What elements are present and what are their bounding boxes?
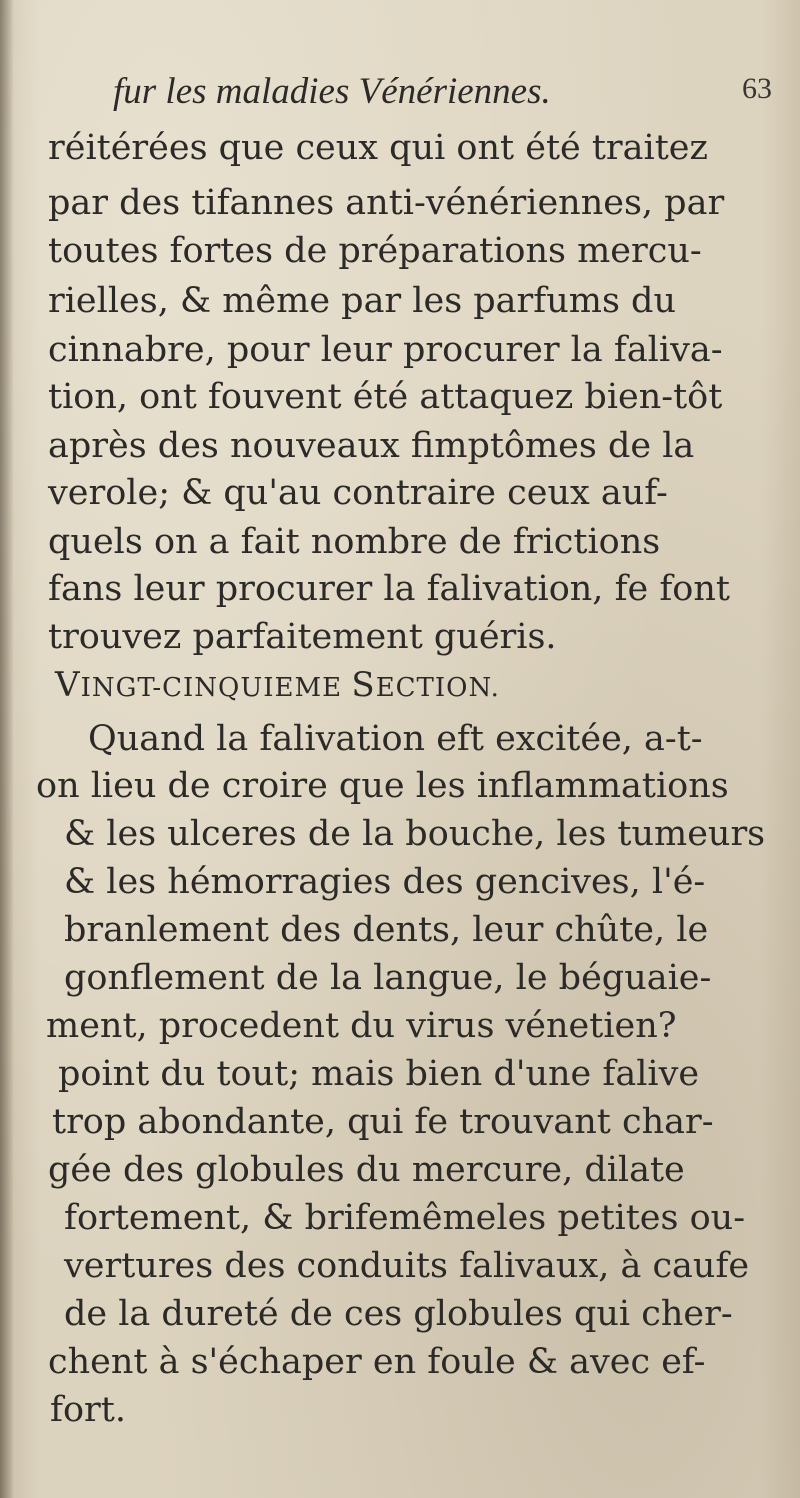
text-line: tion, ont fouvent été attaquez bien-tôt	[48, 377, 723, 417]
text-line: quels on a fait nombre de frictions	[48, 522, 661, 562]
text-line: trouvez parfaitement guéris.	[48, 617, 557, 657]
section-heading-initial: S	[351, 665, 376, 705]
text-line: de la dureté de ces globules qui cher-	[64, 1294, 733, 1334]
section-heading-rest: INGT-CINQUIEME	[80, 673, 352, 703]
text-line: fans leur procurer la falivation, fe font	[48, 569, 730, 609]
page-number: 63	[742, 72, 772, 105]
text-line: point du tout; mais bien d'une falive	[58, 1054, 700, 1094]
text-line: réitérées que ceux qui ont été traitez	[48, 128, 708, 168]
text-line: branlement des dents, leur chûte, le	[64, 910, 709, 950]
text-line: on lieu de croire que les inflammations	[36, 766, 729, 806]
section-heading	[55, 665, 500, 705]
text-line: & les hémorragies des gencives, l'é-	[64, 862, 706, 902]
text-line: verole; & qu'au contraire ceux auf-	[48, 473, 668, 513]
text-line: chent à s'échaper en foule & avec ef-	[48, 1342, 706, 1382]
text-line: gonflement de la langue, le béguaie-	[64, 958, 712, 998]
text-line: toutes fortes de préparations mercu-	[48, 231, 702, 271]
section-heading-rest: ECTION.	[375, 673, 500, 703]
section-heading-initial: V	[55, 665, 81, 705]
text-line: par des tifannes anti-vénériennes, par	[48, 183, 725, 223]
text-line: fort.	[50, 1390, 126, 1430]
text-line: Quand la falivation eft excitée, a-t-	[88, 719, 703, 759]
text-line: vertures des conduits falivaux, à caufe	[64, 1246, 750, 1286]
text-line: & les ulceres de la bouche, les tumeurs	[64, 814, 766, 854]
text-line: gée des globules du mercure, dilate	[48, 1150, 685, 1190]
page-gutter-shadow	[0, 0, 14, 1498]
text-line: rielles, & même par les parfums du	[48, 281, 677, 321]
text-line: cinnabre, pour leur procurer la faliva-	[48, 330, 723, 370]
text-line: fortement, & brifemêmeles petites ou-	[64, 1198, 746, 1238]
running-head: fur les maladies Vénériennes.	[113, 71, 551, 112]
text-line: ment, procedent du virus vénetien?	[46, 1006, 677, 1046]
text-line: après des nouveaux fimptômes de la	[48, 426, 695, 466]
text-line: trop abondante, qui fe trouvant char-	[52, 1102, 714, 1142]
